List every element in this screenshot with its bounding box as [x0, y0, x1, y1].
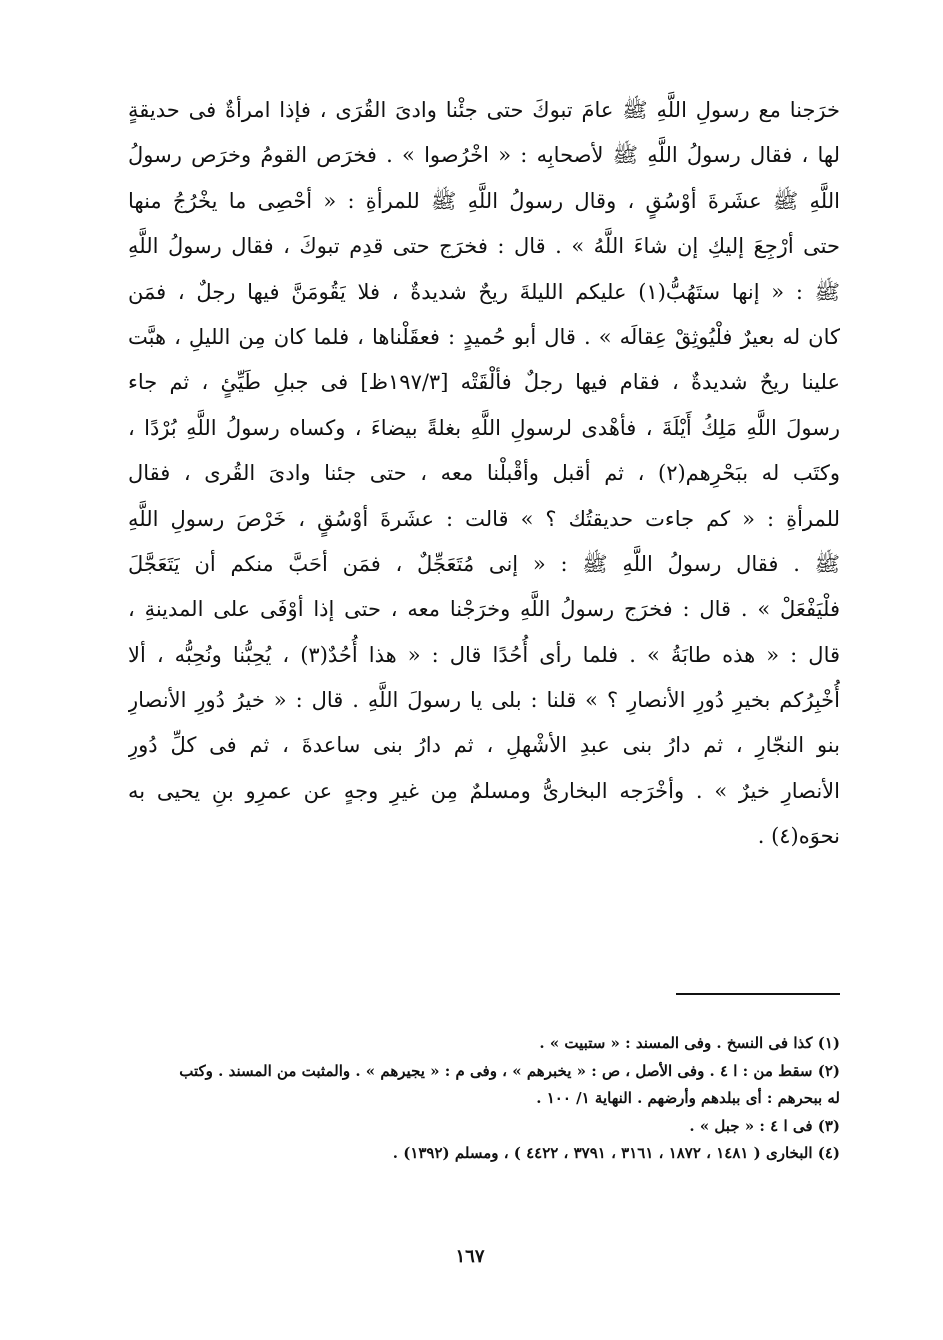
- main-text: [128, 88, 840, 860]
- footnotes: [128, 1030, 840, 1168]
- body-line-9: وكتَب له ببَحْرِهم(٢) ، ثم أقبل وأقْبلْنا معه ، حتى جئنا وادىَ القُرى ، فقال: [128, 461, 840, 486]
- body-line-3: اللَّهِ ﷺ عشَرةَ أوْسُقٍ ، وقال رسولُ اللَّهِ ﷺ للمرأةِ : « أحْصِى ما يخْرُجُ منها: [128, 188, 840, 213]
- body-line-16: الأنصارِ خيرٌ » . وأخْرَجه البخارىُّ ومسلمٌ مِن غيرِ وجهٍ عن عمرِو بنِ يحيى به: [128, 778, 840, 803]
- body-line-8: رسولَ اللَّهِ مَلِكُ أَيْلَةَ ، فأهْدى لرسولِ اللَّهِ بغلةً بيضاءَ ، وكساه رسولُ اللَّهِ بُرْدًا ،: [128, 415, 840, 440]
- body-line-14: أُخْبِرُكم بخيرِ دُورِ الأنصارِ ؟ » قلنا : بلى يا رسولَ اللَّهِ . قال : « خيرُ دُورِ الأنصارِ: [128, 688, 840, 713]
- body-line-13: قال : « هذه طابَةُ » . فلما رأى أُحُدًا قال : « هذا أُحُدٌ(٣) ، يُحِبُّنا ونُحِبُّه ، ألا: [128, 642, 840, 667]
- body-line-1: خرَجنا مع رسولِ اللَّهِ ﷺ عامَ تبوكَ حتى جئْنا وادىَ القُرَى ، فإذا امرأةٌ فى حديقةٍ: [128, 98, 840, 122]
- footnote-line-1: (١) كذا فى النسخ . وفى المسند : « ستبيت » .: [539, 1034, 840, 1052]
- footnote-line-3: له ببحرهم : أى ببلدهم وأرضهم . النهاية ١/ ١٠٠ .: [536, 1089, 840, 1108]
- body-line-17: نحوَه(٤) .: [757, 824, 840, 849]
- footnote-separator: [676, 993, 840, 995]
- footnote-line-2: (٢) سقط من : ا ٤ . وفى الأصل ، ص : « يخبرهم » ، وفى م : « يجيرهم » . والمثبت من المسند . وكتب: [179, 1061, 840, 1080]
- body-line-6: كان له بعيرٌ فلْيُوثِقْ عِقالَه » . قال أبو حُميدٍ : فعقَلْناها ، فلما كان مِن الليلِ ، هبَّت: [128, 324, 840, 349]
- page-number: ١٦٧: [455, 1246, 485, 1267]
- body-line-11: ﷺ . فقال رسولُ اللَّهِ ﷺ : « إنى مُتَعَجِّلٌ ، فمَن أحَبَّ منكم أن يَتَعَجَّلَ: [128, 551, 840, 576]
- body-line-7: علينا ريحٌ شديدةٌ ، فقام فيها رجلٌ فألْقَتْه [١٩٧/٣ظ] فى جبلِ طَيِّئٍ ، ثم جاء: [128, 370, 840, 395]
- body-line-15: بنو النجّارِ ، ثم دارُ بنى عبدِ الأشْهلِ ، ثم دارُ بنى ساعدةَ ، ثم فى كلِّ دُورِ: [128, 733, 840, 758]
- body-line-12: فلْيَفْعَلْ » . قال : فخرَج رسولُ اللَّهِ وخرَجْنا معه ، حتى إذا أوْفَى على المدينةِ ،: [128, 597, 840, 622]
- body-line-2: لها ، فقال رسولُ اللَّهِ ﷺ لأصحابِه : « اخْرُصوا » . فخرَص القومُ وخرَص رسولُ: [128, 143, 840, 168]
- body-line-4: حتى أرْجِعَ إليكِ إن شاءَ اللَّهُ » . قال : فخرَج حتى قدِم تبوكَ ، فقال رسولُ اللَّهِ: [128, 234, 840, 259]
- body-line-10: للمرأةِ : « كم جاءت حديقتُك ؟ » قالت : عشَرةَ أوْسُقٍ ، خَرْصَ رسولِ اللَّهِ: [128, 506, 840, 531]
- footnote-line-4: (٣) فى ا ٤ : « جبل » .: [689, 1116, 840, 1135]
- body-line-5: ﷺ : « إنها ستَهُبُّ(١) عليكم الليلةَ ريحٌ شديدةٌ ، فلا يَقُومَنَّ فيها رجلٌ ، فمَن: [128, 279, 840, 304]
- footnote-line-5: (٤) البخارى ( ١٤٨١ ، ١٨٧٢ ، ٣١٦١ ، ٣٧٩١ ، ٤٤٢٢ ) ، ومسلم (١٣٩٢) .: [392, 1144, 840, 1163]
